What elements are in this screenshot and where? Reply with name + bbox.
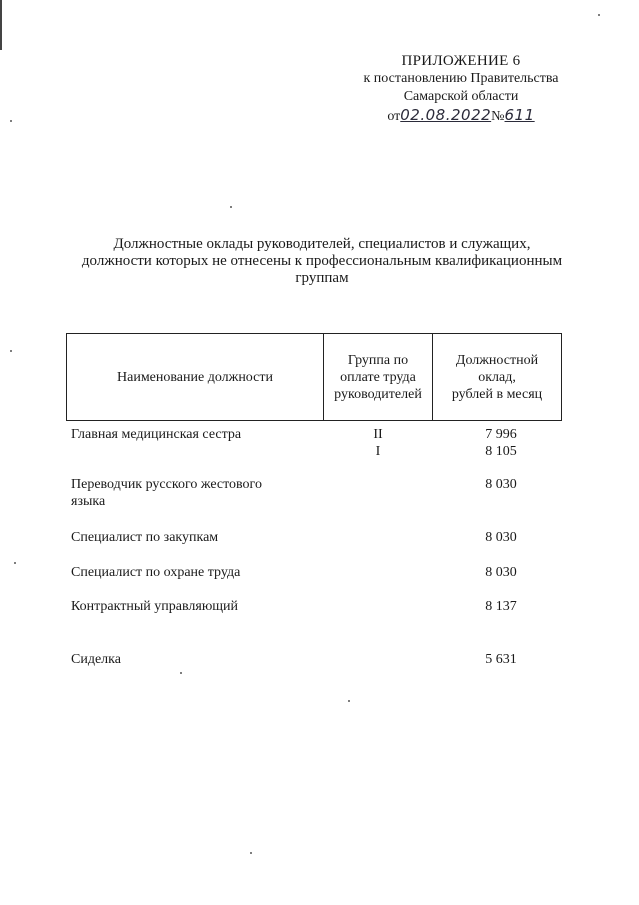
- salary-value: 8 030: [485, 530, 517, 545]
- appendix-title: ПРИЛОЖЕНИЕ 6: [401, 53, 521, 69]
- header-position: Наименование должности: [67, 334, 324, 421]
- position-name: Главная медицинская сестра: [71, 427, 242, 442]
- position-name-line: языка: [71, 494, 106, 509]
- scan-speck: [598, 14, 600, 16]
- position-name: [71, 476, 301, 510]
- document-title: [62, 236, 582, 287]
- appendix-date-line: [330, 106, 592, 126]
- scan-speck: [10, 120, 12, 122]
- position-name: Контрактный управляющий: [71, 599, 239, 614]
- appendix-resolution-line: к постановлению Правительства: [363, 71, 559, 86]
- scan-edge-mark: [0, 0, 2, 50]
- appendix-header: [330, 52, 592, 126]
- header-salary: [433, 334, 562, 421]
- group-value: II: [373, 427, 383, 442]
- salary-value: 5 631: [485, 652, 517, 667]
- salary-value: 8 030: [485, 477, 517, 492]
- header-salary-line: оклад,: [478, 369, 516, 385]
- scan-speck: [250, 852, 252, 854]
- handwritten-number: 611: [504, 106, 535, 124]
- header-group: [324, 334, 433, 421]
- document-title-line: должности которых не отнесены к профессиональным квалификационным: [81, 253, 563, 269]
- position-name-line: Переводчик русского жестового: [71, 477, 262, 492]
- scan-speck: [230, 206, 232, 208]
- scan-speck: [10, 350, 12, 352]
- scan-speck: [180, 672, 182, 674]
- header-group-line: Группа по: [347, 352, 409, 368]
- document-title-line: Должностные оклады руководителей, специалистов и служащих,: [113, 236, 531, 252]
- appendix-region-line: Самарской области: [403, 89, 519, 104]
- from-prefix: от: [387, 109, 401, 124]
- document-title-line: группам: [295, 270, 349, 286]
- position-name: Специалист по охране труда: [71, 565, 241, 580]
- scan-speck: [14, 562, 16, 564]
- scan-speck: [348, 700, 350, 702]
- salary-value: 8 105: [485, 444, 517, 459]
- salary-value: 8 030: [485, 565, 517, 580]
- position-name: Сиделка: [71, 652, 121, 667]
- header-group-line: оплате труда: [340, 369, 416, 385]
- position-name: Специалист по закупкам: [71, 530, 219, 545]
- handwritten-date: 02.08.2022: [400, 106, 492, 124]
- header-group-line: руководителей: [334, 386, 422, 402]
- group-value: I: [375, 444, 381, 459]
- salary-value: 7 996: [485, 427, 517, 442]
- header-salary-line: Должностной: [455, 352, 539, 368]
- header-salary-line: рублей в месяц: [451, 386, 543, 402]
- salary-table-header: [66, 333, 562, 421]
- salary-value: 8 137: [485, 599, 517, 614]
- number-prefix: №: [491, 109, 505, 124]
